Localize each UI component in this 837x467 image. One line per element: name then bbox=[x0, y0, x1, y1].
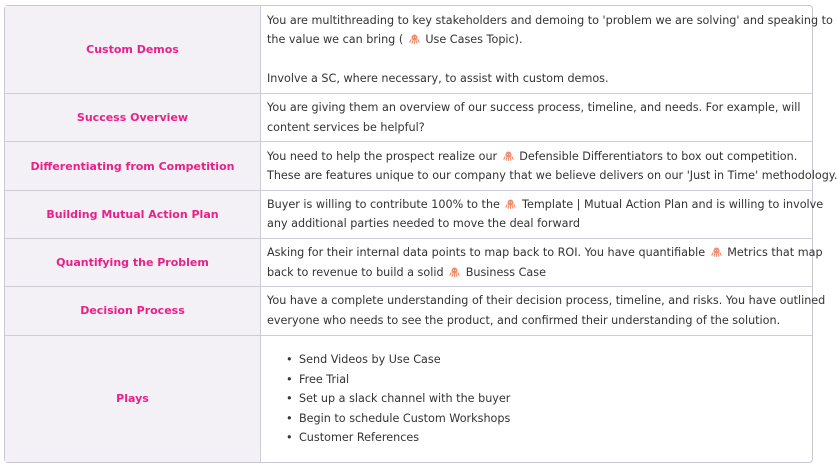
paragraph-spacer bbox=[267, 50, 806, 70]
content-line bbox=[267, 118, 806, 138]
row-label: Quantifying the Problem bbox=[5, 239, 261, 287]
content-line bbox=[267, 11, 833, 31]
line-text: to box out competition. bbox=[666, 149, 798, 163]
line-text: and is willing to involve bbox=[691, 197, 824, 211]
table-row bbox=[5, 142, 812, 190]
line-text: the value we can bring ( bbox=[267, 33, 404, 47]
row-label: Decision Process bbox=[5, 287, 261, 335]
line-text: You need to help the prospect realize our bbox=[267, 149, 498, 163]
line-text: any additional parties needed to move the deal forward bbox=[267, 217, 580, 231]
table-row bbox=[5, 335, 812, 462]
list-item: • Send Videos by Use Case bbox=[299, 350, 806, 370]
row-content bbox=[261, 239, 823, 287]
line-text: You are multithreading to key stakeholders and demoing to 'problem we are solving' and speaking to bbox=[267, 13, 833, 27]
row-content bbox=[261, 335, 813, 462]
list-item: • Set up a slack channel with the buyer bbox=[299, 389, 806, 409]
table-row bbox=[5, 6, 812, 94]
row-content bbox=[261, 287, 826, 335]
line-text: You are giving them an overview of our success process, timeline, and needs. For example, will bbox=[267, 101, 801, 115]
topic-link[interactable]: Template | Mutual Action Plan bbox=[522, 197, 689, 211]
row-label: Differentiating from Competition bbox=[5, 142, 261, 190]
plays-list bbox=[267, 350, 806, 448]
content-line bbox=[267, 30, 806, 50]
octopus-icon bbox=[449, 264, 460, 275]
content-line bbox=[267, 147, 806, 167]
row-content bbox=[261, 6, 833, 94]
content-line bbox=[267, 214, 806, 234]
content-line bbox=[267, 69, 806, 89]
line-text: Asking for their internal data points to map back to ROI. You have quantifiable bbox=[267, 246, 706, 260]
octopus-icon bbox=[409, 31, 420, 42]
line-text: Buyer is willing to contribute 100% to the bbox=[267, 197, 500, 211]
content-line bbox=[267, 98, 806, 118]
line-text: back to revenue to build a solid bbox=[267, 265, 444, 279]
content-line bbox=[267, 243, 823, 263]
line-text: Involve a SC, where necessary, to assist with custom demos. bbox=[267, 72, 609, 86]
row-label: Success Overview bbox=[5, 94, 261, 142]
content-line bbox=[267, 291, 826, 311]
table-row bbox=[5, 239, 812, 287]
row-content bbox=[261, 142, 837, 190]
line-text: content services be helpful? bbox=[267, 120, 425, 134]
content-line bbox=[267, 311, 806, 331]
table-row bbox=[5, 287, 812, 335]
line-text: that map bbox=[771, 246, 823, 260]
row-content bbox=[261, 94, 813, 142]
table-row bbox=[5, 94, 812, 142]
playbook-table bbox=[4, 5, 837, 463]
topic-link[interactable]: Metrics bbox=[727, 246, 768, 260]
row-label: Custom Demos bbox=[5, 6, 261, 94]
line-text: These are features unique to our company that we believe delivers on our 'Just in Time' methodology. bbox=[267, 169, 837, 183]
row-label: Building Mutual Action Plan bbox=[5, 190, 261, 238]
octopus-icon bbox=[503, 148, 514, 159]
row-label: Plays bbox=[5, 335, 261, 462]
line-text: You have a complete understanding of their decision process, timeline, and risks. You have outlined bbox=[267, 294, 826, 308]
octopus-icon bbox=[711, 244, 722, 255]
list-item: • Free Trial bbox=[299, 370, 806, 390]
list-item: • Begin to schedule Custom Workshops bbox=[299, 409, 806, 429]
table-row bbox=[5, 190, 812, 238]
content-line bbox=[267, 263, 806, 283]
topic-link[interactable]: Business Case bbox=[465, 265, 546, 279]
line-text: everyone who needs to see the product, and confirmed their understanding of the solution. bbox=[267, 313, 781, 327]
topic-link[interactable]: Defensible Differentiators bbox=[519, 149, 663, 163]
list-item: • Customer References bbox=[299, 428, 806, 448]
content-line bbox=[267, 166, 837, 186]
content-line bbox=[267, 195, 824, 215]
octopus-icon bbox=[505, 196, 516, 207]
row-content bbox=[261, 190, 824, 238]
topic-link[interactable]: Use Cases Topic). bbox=[425, 33, 523, 47]
